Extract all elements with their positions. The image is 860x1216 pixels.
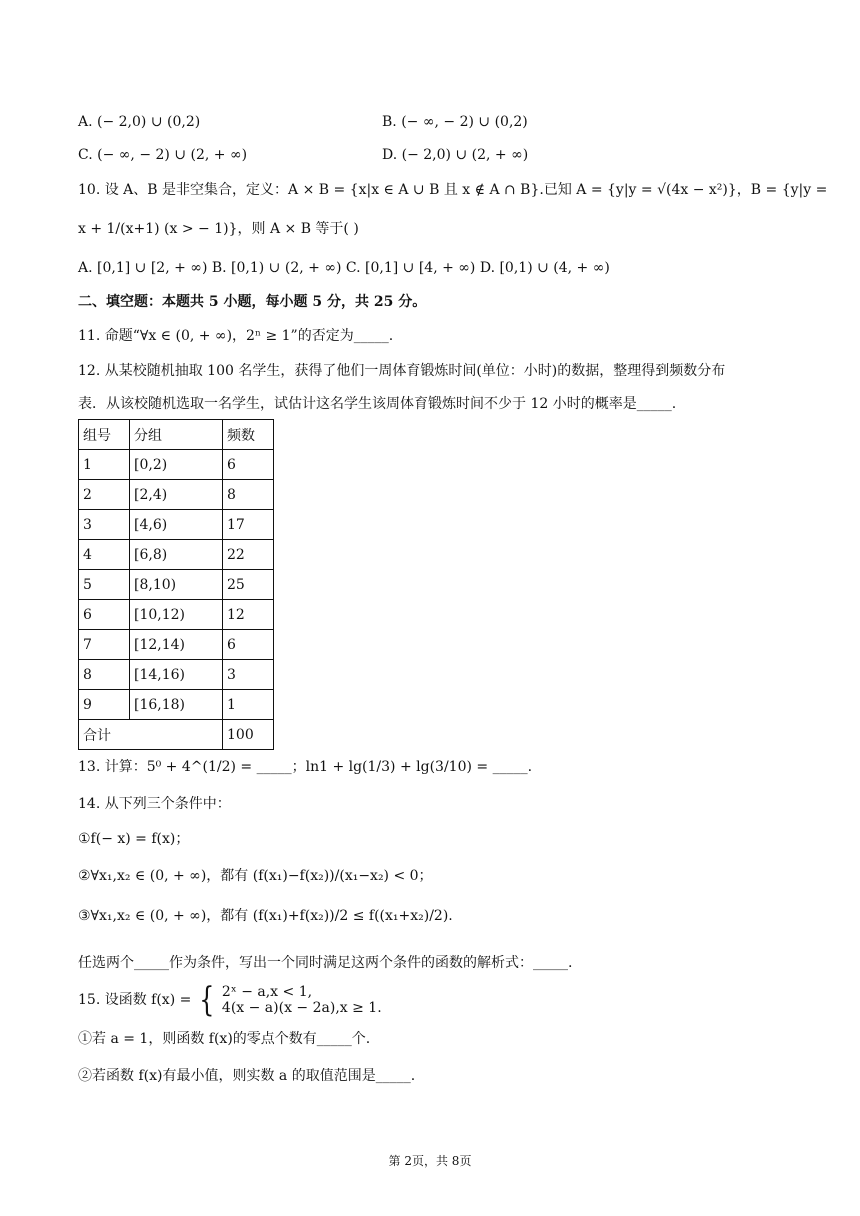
q9-option-d: D. (− 2,0) ∪ (2, + ∞) (382, 147, 529, 163)
q9-option-c: C. (− ∞, − 2) ∪ (2, + ∞) (78, 147, 248, 163)
table-row (79, 600, 274, 630)
q15-case-1: 2ˣ − a,x < 1, (221, 984, 313, 1000)
table-row (79, 540, 274, 570)
header-cell: 分组 (130, 420, 223, 450)
table-cell: 6 (223, 630, 274, 660)
table-total-row (79, 720, 274, 750)
q13: 13. 计算：5⁰ + 4^(1/2) = _____；ln1 + lg(1/3) + lg(3/10) = _____. (78, 759, 533, 775)
table-cell: 1 (79, 450, 130, 480)
table-row (79, 570, 274, 600)
q15-part-2: ②若函数 f(x)有最小值，则实数 a 的取值范围是_____. (78, 1068, 416, 1084)
q14-intro: 14. 从下列三个条件中： (78, 796, 231, 812)
table-cell: [4,6) (130, 510, 223, 540)
table-cell: [2,4) (130, 480, 223, 510)
table-cell: [14,16) (130, 660, 223, 690)
q14-task: 任选两个_____作为条件，写出一个同时满足这两个条件的函数的解析式：_____. (78, 955, 573, 971)
q12-line1: 12. 从某校随机抽取 100 名学生，获得了他们一周体育锻炼时间(单位：小时)的数据，整理得到频数分布 (78, 363, 726, 379)
q15-part-1: ①若 a = 1，则函数 f(x)的零点个数有_____个. (78, 1031, 371, 1047)
table-row (79, 660, 274, 690)
table-cell: [0,2) (130, 450, 223, 480)
brace-glyph: { (199, 980, 215, 1020)
q10-line2: x + 1/(x+1) (x > − 1)}，则 A × B 等于( ) (78, 221, 359, 237)
table-cell: [10,12) (130, 600, 223, 630)
table-row (79, 450, 274, 480)
q9-option-b: B. (− ∞, − 2) ∪ (0,2) (382, 114, 528, 130)
table-cell: 9 (79, 690, 130, 720)
table-cell: 7 (79, 630, 130, 660)
table-cell: 3 (79, 510, 130, 540)
section-heading: 二、填空题：本题共 5 小题，每小题 5 分，共 25 分。 (78, 294, 427, 310)
table-cell: 5 (79, 570, 130, 600)
header-cell: 频数 (223, 420, 274, 450)
table-header-row (79, 420, 274, 450)
table-cell: 25 (223, 570, 274, 600)
table-cell: 8 (79, 660, 130, 690)
table-cell: 22 (223, 540, 274, 570)
table-cell: 17 (223, 510, 274, 540)
table-cell: 3 (223, 660, 274, 690)
table-row (79, 630, 274, 660)
q12-line2: 表．从该校随机选取一名学生，试估计这名学生该周体育锻炼时间不少于 12 小时的概率是_____. (78, 396, 677, 412)
page-footer: 第 2页，共 8页 (388, 1154, 472, 1168)
q14-condition-2: ②∀x₁,x₂ ∈ (0, + ∞)，都有 (f(x₁)−f(x₂))/(x₁−x₂) < 0； (78, 868, 433, 884)
table-cell: 2 (79, 480, 130, 510)
total-value: 100 (223, 720, 274, 750)
total-label: 合计 (79, 720, 223, 750)
q15-case-2: 4(x − a)(x − 2a),x ≥ 1. (221, 1000, 382, 1016)
piecewise-cases (222, 984, 382, 1016)
table-cell: 1 (223, 690, 274, 720)
table-row (79, 510, 274, 540)
table-row (79, 690, 274, 720)
q9-option-a: A. (− 2,0) ∪ (0,2) (78, 114, 201, 130)
table-cell: 8 (223, 480, 274, 510)
table-row (79, 480, 274, 510)
q15-stem: 15. 设函数 f(x) = (78, 992, 192, 1008)
table-cell: 6 (223, 450, 274, 480)
table-cell: [16,18) (130, 690, 223, 720)
table-cell: 4 (79, 540, 130, 570)
header-cell: 组号 (79, 420, 130, 450)
q15-stem-group (78, 982, 382, 1018)
frequency-table (78, 419, 274, 750)
table-cell: [6,8) (130, 540, 223, 570)
table-cell: 12 (223, 600, 274, 630)
q10-line1: 10. 设 A、B 是非空集合，定义：A × B = {x|x ∈ A ∪ B 且 x ∉ A ∩ B}.已知 A = {y|y = √(4x − x²)}，B = {y|y = (78, 182, 828, 198)
table-cell: 6 (79, 600, 130, 630)
table-cell: [12,14) (130, 630, 223, 660)
q14-condition-3: ③∀x₁,x₂ ∈ (0, + ∞)，都有 (f(x₁)+f(x₂))/2 ≤ f((x₁+x₂)/2). (78, 908, 453, 924)
q10-options: A. [0,1] ∪ [2, + ∞) B. [0,1) ∪ (2, + ∞) C. [0,1] ∪ [4, + ∞) D. [0,1) ∪ (4, + ∞) (78, 260, 610, 276)
table-cell: [8,10) (130, 570, 223, 600)
q11: 11. 命题“∀x ∈ (0, + ∞)，2ⁿ ≥ 1”的否定为_____. (78, 328, 394, 344)
q14-condition-1: ①f(− x) = f(x)； (78, 831, 190, 847)
